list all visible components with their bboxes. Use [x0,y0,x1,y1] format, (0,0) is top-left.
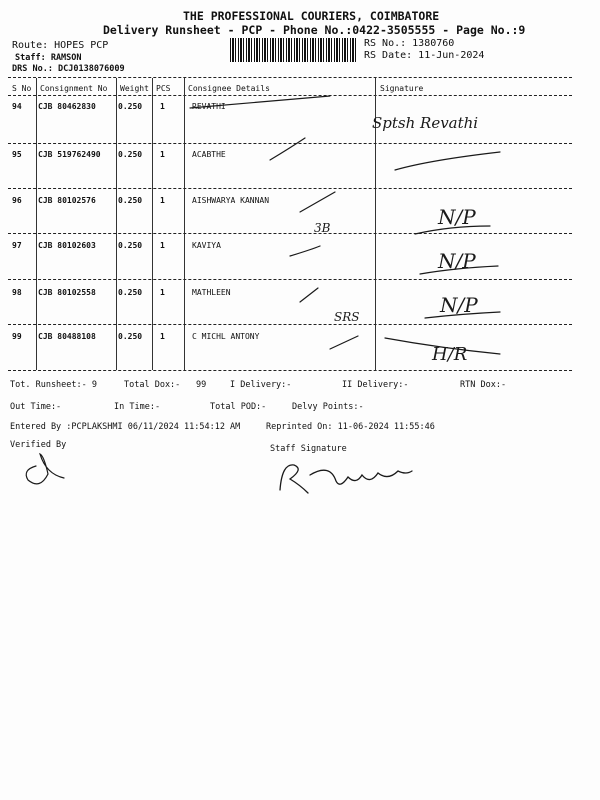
reprinted-on: Reprinted On: 11-06-2024 11:55:46 [266,422,435,432]
col-header-weight: Weight [120,84,149,93]
verified-signature [26,454,64,484]
row-sno: 94 [12,102,22,111]
row-consignee: ACABTHE [192,150,226,159]
row-sno: 97 [12,241,22,250]
row-sno: 98 [12,288,22,297]
rs-number: RS No.: 1380760 [364,38,455,49]
handwritten-sig: Sptsh Revathi [372,114,479,132]
row-consignment: CJB 80488108 [38,332,96,341]
row-weight: 0.250 [118,241,143,250]
total-dox-label: Total Dox:- [124,380,181,390]
row-consignment: CJB 80102603 [38,241,96,250]
total-pod: Total POD:- [210,402,267,412]
delvy-points: Delvy Points:- [292,402,364,412]
row-pcs: 1 [160,150,165,159]
pen-stroke [190,96,330,108]
row-pcs: 1 [160,288,165,297]
handwritten-sig: N/P [438,205,476,229]
row-consignee: MATHLEEN [192,288,231,297]
drs-number: DRS No.: DCJ0138076009 [12,64,125,74]
in-time: In Time:- [114,402,161,412]
handwritten-note: SRS [334,310,360,324]
row-weight: 0.250 [118,102,143,111]
rtn-dox: RTN Dox:- [460,380,507,390]
staff-signature-mark [270,455,420,500]
row-pcs: 1 [160,102,165,111]
pen-stroke [330,336,358,349]
row-weight: 0.250 [118,288,143,297]
verified-by-label: Verified By [10,440,67,450]
staff-signature-label: Staff Signature [270,444,347,454]
out-time: Out Time:- [10,402,62,412]
entered-by: Entered By :PCPLAKSHMI 06/11/2024 11:54:12 AM [10,422,241,432]
pen-stroke [290,246,320,256]
row-consignment: CJB 519762490 [38,150,101,159]
row-consignee: AISHWARYA KANNAN [192,196,270,205]
col-header-signature: Signature [380,84,424,93]
runsheet-heading: Delivery Runsheet - PCP - Phone No.:0422-3505555 - Page No.:9 [103,23,526,37]
col-header-sno: S No [12,84,32,93]
row-consignment: CJB 80102558 [38,288,96,297]
sig-scribble [395,152,500,170]
row-sno: 99 [12,332,22,341]
row-sno: 95 [12,150,22,159]
ii-delivery: II Delivery:- [342,380,409,390]
col-header-pcs: PCS [156,84,171,93]
row-consignment: CJB 80102576 [38,196,96,205]
col-header-consignee: Consignee Details [188,84,270,93]
row-consignee: KAVIYA [192,241,221,250]
row-sno: 96 [12,196,22,205]
handwritten-sig: N/P [440,293,478,317]
row-pcs: 1 [160,241,165,250]
handwritten-sig: H/R [432,344,468,365]
pen-stroke [300,192,335,212]
row-pcs: 1 [160,196,165,205]
col-header-consignment: Consignment No [40,84,108,93]
pen-stroke [270,138,305,160]
tot-runsheet: Tot. Runsheet:- 9 [10,380,97,390]
row-consignee: C MICHL ANTONY [192,332,260,341]
row-pcs: 1 [160,332,165,341]
row-weight: 0.250 [118,150,143,159]
row-consignee: REVATHI [192,102,226,111]
handwritten-sig: N/P [438,249,476,273]
route-label: Route: HOPES PCP [12,40,109,51]
i-delivery: I Delivery:- [230,380,292,390]
row-consignment: CJB 80462830 [38,102,96,111]
total-dox-value: 99 [196,380,207,390]
staff-label: Staff: RAMSON [15,53,82,63]
row-weight: 0.250 [118,196,143,205]
row-weight: 0.250 [118,332,143,341]
company-title: THE PROFESSIONAL COURIERS, COIMBATORE [183,9,440,23]
handwritten-note: 3B [314,221,331,235]
rs-date: RS Date: 11-Jun-2024 [364,50,485,61]
pen-stroke [300,288,318,302]
